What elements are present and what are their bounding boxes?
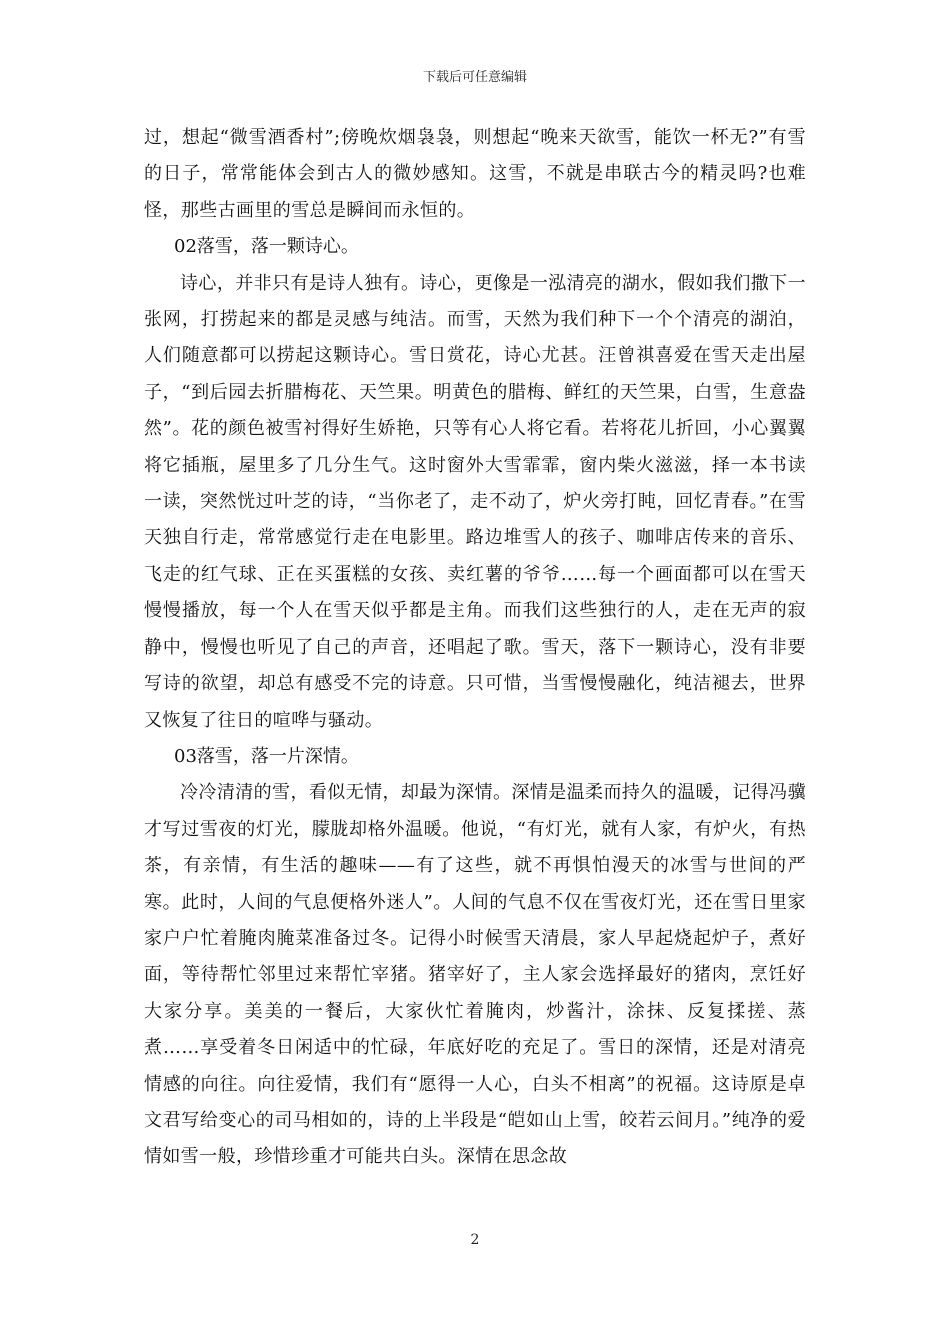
page-header: 下载后可任意编辑 bbox=[422, 70, 527, 85]
section-heading-03: 03落雪，落一片深情。 bbox=[174, 745, 359, 767]
document-body bbox=[144, 120, 806, 1176]
page-number: 2 bbox=[470, 1232, 480, 1248]
section-heading-02: 02落雪，落一颗诗心。 bbox=[174, 236, 359, 258]
paragraph-poetic-heart: 诗心，并非只有是诗人独有。诗心，更像是一泓清亮的湖水，假如我们撒下一张网，打捞起来的都是灵感与纯洁。而雪，天然为我们种下一个个清亮的湖泊，人们随意都可以捞起这颗诗心。雪日赏花，诗心尤甚。汪曾祺喜爱在雪天走出屋子，“到后园去折腊梅花、天竺果。明黄色的腊梅、鲜红的天竺果，白雪，生意盎然”。花的颜色被雪衬得好生娇艳，只等有心人将它看。若将花儿折回，小心翼翼将它插瓶，屋里多了几分生气。这时窗外大雪霏霏，窗内柴火滋滋，择一本书读一读，突然恍过叶芝的诗，“当你老了，走不动了，炉火旁打盹，回忆青春。”在雪天独自行走，常常感觉行走在电影里。路边堆雪人的孩子、咖啡店传来的音乐、飞走的红气球、正在买蛋糕的女孩、卖红薯的爷爷……每一个画面都可以在雪天慢慢播放，每一个人在雪天似乎都是主角。而我们这些独行的人，走在无声的寂静中，慢慢也听见了自己的声音，还唱起了歌。雪天，落下一颗诗心，没有非要写诗的欲望，却总有感受不完的诗意。只可惜，当雪慢慢融化，纯洁褪去，世界又恢复了往日的喧哗与骚动。 bbox=[144, 272, 806, 731]
paragraph-continuation: 过，想起“微雪酒香村”;傍晚炊烟袅袅，则想起“晚来天欲雪，能饮一杯无?”有雪的日子，常常能体会到古人的微妙感知。这雪，不就是串联古今的精灵吗?也难怪，那些古画里的雪总是瞬间而永恒的。 bbox=[144, 127, 806, 221]
paragraph-deep-affection: 冷冷清清的雪，看似无情，却最为深情。深情是温柔而持久的温暖，记得冯骥才写过雪夜的灯光，朦胧却格外温暖。他说，“有灯光，就有人家，有炉火，有热茶，有亲情，有生活的趣味——有了这些，就不再惧怕漫天的冰雪与世间的严寒。此时，人间的气息便格外迷人”。人间的气息不仅在雪夜灯光，还在雪日里家家户户忙着腌肉腌菜准备过冬。记得小时候雪天清晨，家人早起烧起炉子，煮好面，等待帮忙邻里过来帮忙宰猪。猪宰好了，主人家会选择最好的猪肉，烹饪好大家分享。美美的一餐后，大家伙忙着腌肉，炒酱汁，涂抹、反复揉搓、蒸煮……享受着冬日闲适中的忙碌，年底好吃的充足了。雪日的深情，还是对清亮情感的向往。向往爱情，我们有“愿得一人心，白头不相离”的祝福。这诗原是卓文君写给变心的司马相如的，诗的上半段是“皑如山上雪，皎若云间月。”纯净的爱情如雪一般，珍惜珍重才可能共白头。深情在思念故 bbox=[144, 782, 806, 1168]
